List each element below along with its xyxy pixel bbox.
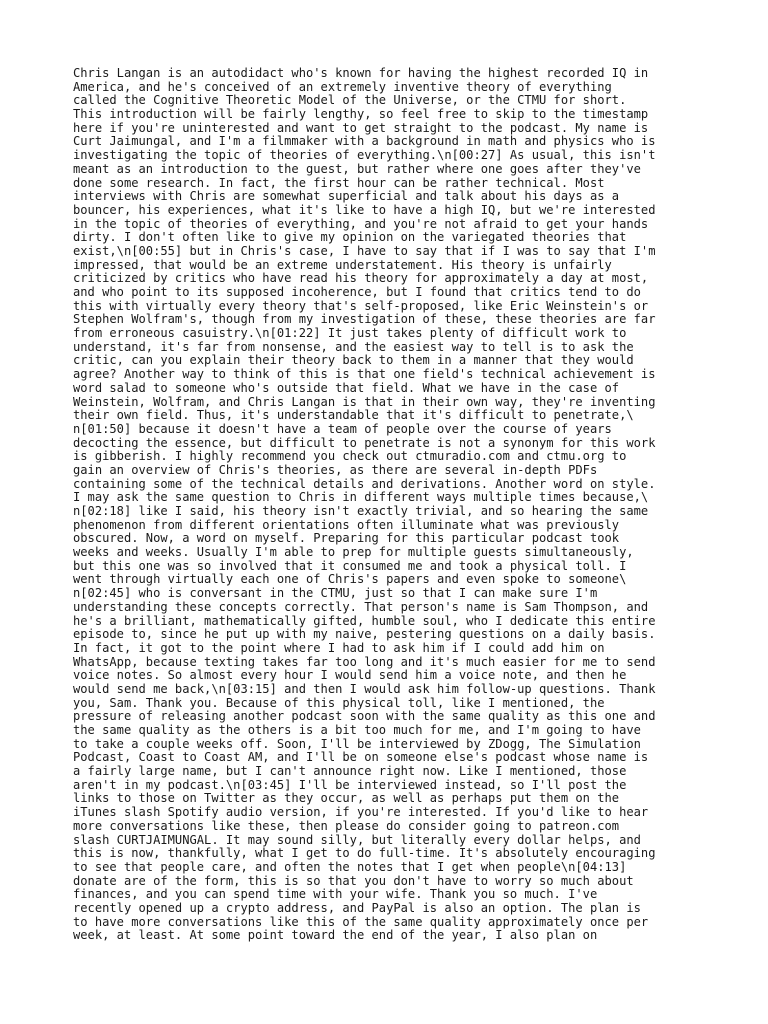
text-line: links to those on Twitter as they occur, as well as perhaps put them on the xyxy=(73,791,620,806)
text-line: exist,\n[00:55] but in Chris's case, I have to say that if I was to say that I'm xyxy=(73,243,656,258)
text-line: in the topic of theories of everything, and you're not afraid to get your hands xyxy=(73,216,649,231)
text-line: weeks and weeks. Usually I'm able to prep for multiple guests simultaneously, xyxy=(73,545,634,560)
text-line: recently opened up a crypto address, and PayPal is also an option. The plan is xyxy=(73,900,641,915)
text-line: done some research. In fact, the first hour can be rather technical. Most xyxy=(73,175,605,190)
text-line: phenomenon from different orientations often illuminate what was previously xyxy=(73,517,620,532)
text-line: would send me back,\n[03:15] and then I would ask him follow-up questions. Thank xyxy=(73,681,656,696)
text-line: bouncer, his experiences, what it's like to have a high IQ, but we're interested xyxy=(73,202,656,217)
text-line: a fairly large name, but I can't announce right now. Like I mentioned, those xyxy=(73,764,627,779)
text-line: understanding these concepts correctly. That person's name is Sam Thompson, and xyxy=(73,599,649,614)
text-line: America, and he's conceived of an extremely inventive theory of everything xyxy=(73,79,612,94)
text-line: slash CURTJAIMUNGAL. It may sound silly, but literally every dollar helps, and xyxy=(73,832,641,847)
text-line: this is now, thankfully, what I get to do full-time. It's absolutely encouraging xyxy=(73,846,656,861)
text-line: word salad to someone who's outside that field. What we have in the case of xyxy=(73,380,620,395)
text-line: the same quality as the others is a bit too much for me, and I'm going to have xyxy=(73,723,641,737)
text-line: obscured. Now, a word on myself. Preparing for this particular podcast took xyxy=(73,531,620,546)
text-line: n[02:45] who is conversant in the CTMU, just so that I can make sure I'm xyxy=(73,586,598,601)
text-line: and who point to its supposed incoherence, but I found that critics tend to do xyxy=(73,285,641,299)
text-line: he's a brilliant, mathematically gifted, humble soul, who I dedicate this entire xyxy=(73,613,656,628)
text-line: n[02:18] like I said, his theory isn't exactly trivial, and so hearing the same xyxy=(73,504,649,518)
text-line: containing some of the technical details and derivations. Another word on style. xyxy=(73,476,656,491)
text-line: I may ask the same question to Chris in different ways multiple times because,\ xyxy=(73,490,649,505)
text-line: donate are of the form, this is so that you don't have to worry so much about xyxy=(73,873,634,888)
text-line: Stephen Wolfram's, though from my investigation of these, these theories are far xyxy=(73,312,656,327)
text-line: criticized by critics who have read his theory for approximately a day at most, xyxy=(73,271,649,286)
text-line: episode to, since he put up with my naive, pestering questions on a daily basis. xyxy=(73,627,656,642)
text-line: this with virtually every theory that's self-proposed, like Eric Weinstein's or xyxy=(73,298,649,313)
text-line: aren't in my podcast.\n[03:45] I'll be interviewed instead, so I'll post the xyxy=(73,777,627,792)
text-line: is gibberish. I highly recommend you check out ctmuradio.com and ctmu.org to xyxy=(73,449,627,464)
text-line: meant as an introduction to the guest, but rather where one goes after they've xyxy=(73,161,641,176)
text-line: Chris Langan is an autodidact who's known for having the highest recorded IQ in xyxy=(73,66,649,80)
text-line: agree? Another way to think of this is that one field's technical achievement is xyxy=(73,367,656,382)
text-line: to see that people care, and often the notes that I get when people\n[04:13] xyxy=(73,859,627,874)
text-line: This introduction will be fairly lengthy, so feel free to skip to the timestamp xyxy=(73,107,649,122)
document-page xyxy=(73,67,703,943)
text-line: interviews with Chris are somewhat superficial and talk about his days as a xyxy=(73,189,620,204)
text-line: week, at least. At some point toward the end of the year, I also plan on xyxy=(73,928,598,943)
text-line: went through virtually each one of Chris's papers and even spoke to someone\ xyxy=(73,572,627,587)
text-line: n[01:50] because it doesn't have a team of people over the course of years xyxy=(73,421,612,436)
text-line: gain an overview of Chris's theories, as there are several in-depth PDFs xyxy=(73,462,598,477)
text-line: to have more conversations like this of the same quality approximately once per xyxy=(73,914,649,929)
text-line: Curt Jaimungal, and I'm a filmmaker with a background in math and physics who is xyxy=(73,134,656,149)
text-line: iTunes slash Spotify audio version, if you're interested. If you'd like to hear xyxy=(73,805,649,820)
text-line: dirty. I don't often like to give my opinion on the variegated theories that xyxy=(73,230,627,245)
text-line: called the Cognitive Theoretic Model of the Universe, or the CTMU for short. xyxy=(73,93,627,108)
text-line: their own field. Thus, it's understandable that it's difficult to penetrate,\ xyxy=(73,408,634,423)
text-line: decocting the essence, but difficult to penetrate is not a synonym for this work xyxy=(73,435,656,450)
text-line: you, Sam. Thank you. Because of this physical toll, like I mentioned, the xyxy=(73,695,605,710)
text-line: pressure of releasing another podcast soon with the same quality as this one and xyxy=(73,709,656,724)
text-line: WhatsApp, because texting takes far too long and it's much easier for me to send xyxy=(73,654,656,669)
text-line: Podcast, Coast to Coast AM, and I'll be on someone else's podcast whose name is xyxy=(73,750,649,765)
text-line: more conversations like these, then please do consider going to patreon.com xyxy=(73,818,620,833)
text-line: In fact, it got to the point where I had to ask him if I could add him on xyxy=(73,640,605,655)
text-line: finances, and you can spend time with your wife. Thank you so much. I've xyxy=(73,887,598,902)
text-line: here if you're uninterested and want to get straight to the podcast. My name is xyxy=(73,120,649,135)
text-line: critic, can you explain their theory back to them in a manner that they would xyxy=(73,353,634,368)
text-line: investigating the topic of theories of everything.\n[00:27] As usual, this isn't xyxy=(73,148,656,163)
text-line: from erroneous casuistry.\n[01:22] It just takes plenty of difficult work to xyxy=(73,326,627,341)
text-line: but this one was so involved that it consumed me and took a physical toll. I xyxy=(73,558,627,573)
text-line: understand, it's far from nonsense, and the easiest way to tell is to ask the xyxy=(73,339,634,354)
text-line: voice notes. So almost every hour I would send him a voice note, and then he xyxy=(73,668,627,683)
text-line: impressed, that would be an extreme understatement. His theory is unfairly xyxy=(73,257,612,272)
text-line: Weinstein, Wolfram, and Chris Langan is that in their own way, they're inventing xyxy=(73,394,656,409)
text-line: to take a couple weeks off. Soon, I'll be interviewed by ZDogg, The Simulation xyxy=(73,736,641,751)
